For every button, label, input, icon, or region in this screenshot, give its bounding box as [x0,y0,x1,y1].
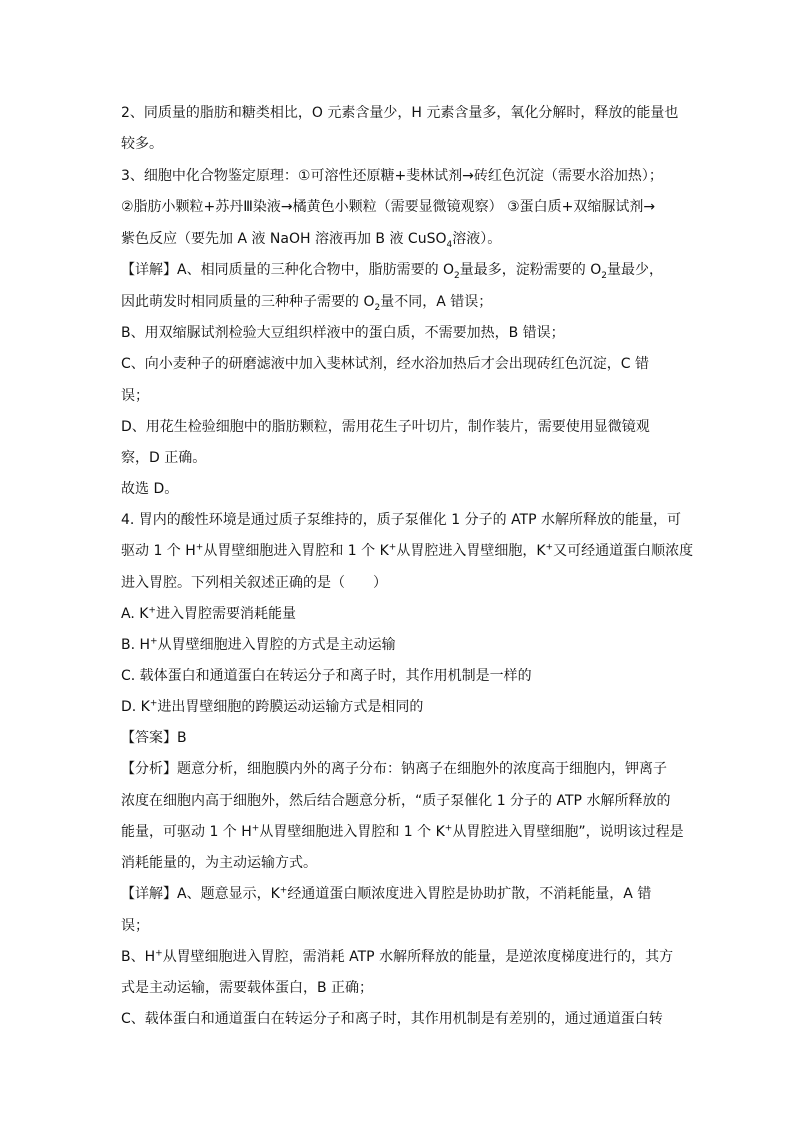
text-run: 【详解】A、相同质量的三种化合物中，脂肪需要的 O [121,262,455,278]
text-run: 量最多，淀粉需要的 O [459,262,602,278]
text-line-l26 [121,885,681,903]
text-line-l14 [121,511,681,529]
text-line-l1 [121,104,681,122]
superscript: + [279,885,288,896]
text-run: 从胃壁细胞进入胃腔和 1 个 K [203,543,389,559]
text-run: 从胃腔进入胃壁细胞”，说明该过程是 [452,824,684,840]
text-run: 2、同质量的脂肪和糖类相比，O 元素含量少，H 元素含量多，氧化分解时，释放的能量也 [121,105,679,121]
text-line-l20 [121,698,681,716]
text-run: 量不同，A 错误； [380,294,493,310]
text-run: 消耗能量的，为主动运输方式。 [121,855,317,871]
subscript: 4 [446,239,453,250]
text-run: C、向小麦种子的研磨滤液中加入斐林试剂，经水浴加热后才会出现砖红色沉淀，C 错 [121,356,649,372]
subscript: 2 [374,302,381,313]
text-line-l29 [121,979,681,997]
text-run: 3、细胞中化合物鉴定原理：①可溶性还原糖+斐林试剂→砖红色沉淀（需要水浴加热）； [121,168,663,184]
text-run: 进入胃腔。下列相关叙述正确的是（ ） [121,575,387,591]
text-line-l15 [121,542,694,560]
text-line-l3 [121,167,681,185]
text-run: C、载体蛋白和通道蛋白在转运分子和离子时，其作用机制是有差别的，通过通道蛋白转 [121,1011,663,1027]
text-run: 因此萌发时相同质量的三种种子需要的 O [121,294,375,310]
text-run: 紫色反应（要先加 A 液 NaOH 溶液再加 B 液 CuSO [121,231,447,247]
text-line-l17 [121,605,681,623]
text-line-l12 [121,449,681,467]
text-line-l4 [121,198,681,216]
text-run: 故选 D。 [121,481,179,497]
text-run: 4. 胃内的酸性环境是通过质子泵维持的，质子泵催化 1 分子的 ATP 水解所释放的能量，可 [121,512,681,528]
text-line-l10 [121,387,681,405]
text-line-l13 [121,480,681,498]
text-line-l16 [121,574,681,592]
text-run: ②脂肪小颗粒+苏丹Ⅲ染液→橘黄色小颗粒（需要显微镜观察） ③蛋白质+双缩脲试剂→ [121,199,656,215]
superscript: + [195,542,204,553]
text-line-l28 [121,948,681,966]
text-run: 又可经通道蛋白顺浓度 [553,543,694,559]
text-line-l21 [121,729,681,747]
text-run: D、用花生检验细胞中的脂肪颗粒，需用花生子叶切片，制作装片，需要使用显微镜观 [121,419,650,435]
text-run: 误； [121,388,149,404]
subscript: 2 [601,270,607,281]
text-line-l19 [121,667,681,685]
text-run: A. K [121,606,149,622]
text-line-l11 [121,418,681,436]
text-line-l24 [121,823,684,841]
subscript: 2 [454,270,460,281]
superscript: + [155,948,163,959]
text-run: 从胃壁细胞进入胃腔的方式是主动运输 [157,637,396,653]
text-line-l18 [121,636,681,654]
text-run: 【详解】A、题意显示，K [121,886,280,902]
text-run: 进出胃壁细胞的跨膜运动运输方式是相同的 [157,699,424,715]
text-run: 从胃壁细胞进入胃腔，需消耗 ATP 水解所释放的能量，是逆浓度梯度进行的，其方 [162,949,674,965]
text-run: D. K [121,699,150,715]
superscript: + [149,698,158,709]
text-run: 察，D 正确。 [121,450,207,466]
text-line-l2 [121,135,681,153]
text-line-l25 [121,854,681,872]
text-run: 【答案】B [121,730,187,746]
text-run: 从胃腔进入胃壁细胞，K [396,543,546,559]
text-run: 驱动 1 个 H [121,543,196,559]
text-run: 进入胃腔需要消耗能量 [155,606,296,622]
superscript: + [251,823,260,834]
text-line-l9 [121,355,681,373]
text-run: 浓度在细胞内高于细胞外，然后结合题意分析，“质子泵催化 1 分子的 ATP 水解所释放的 [121,793,671,809]
superscript: + [545,542,554,553]
text-line-l5 [121,230,681,248]
text-run: 从胃壁细胞进入胃腔和 1 个 K [259,824,445,840]
text-line-l23 [121,792,681,810]
text-run: 经通道蛋白顺浓度进入胃腔是协助扩散，不消耗能量，A 错 [287,886,652,902]
superscript: + [150,636,158,647]
superscript: + [444,823,453,834]
text-run: 较多。 [121,136,163,152]
text-run: B、H [121,949,156,965]
text-line-l8 [121,324,681,342]
text-run: C. 载体蛋白和通道蛋白在转运分子和离子时，其作用机制是一样的 [121,668,532,684]
superscript: + [148,605,156,616]
superscript: + [388,542,397,553]
text-run: 【分析】题意分析，细胞膜内外的离子分布：钠离子在细胞外的浓度高于细胞内，钾离子 [121,761,667,777]
text-run: B. H [121,637,151,653]
text-line-l7 [121,293,681,311]
text-line-l6 [121,261,681,279]
text-line-l30 [121,1010,681,1028]
text-run: 式是主动运输，需要载体蛋白，B 正确； [121,980,374,996]
text-line-l27 [121,917,681,935]
text-run: 能量，可驱动 1 个 H [121,824,252,840]
text-line-l22 [121,760,681,778]
text-run: 量最少， [607,262,663,278]
text-run: B、用双缩脲试剂检验大豆组织样液中的蛋白质，不需要加热，B 错误； [121,325,565,341]
text-run: 误； [121,918,149,934]
text-run: 溶液）。 [452,231,502,247]
